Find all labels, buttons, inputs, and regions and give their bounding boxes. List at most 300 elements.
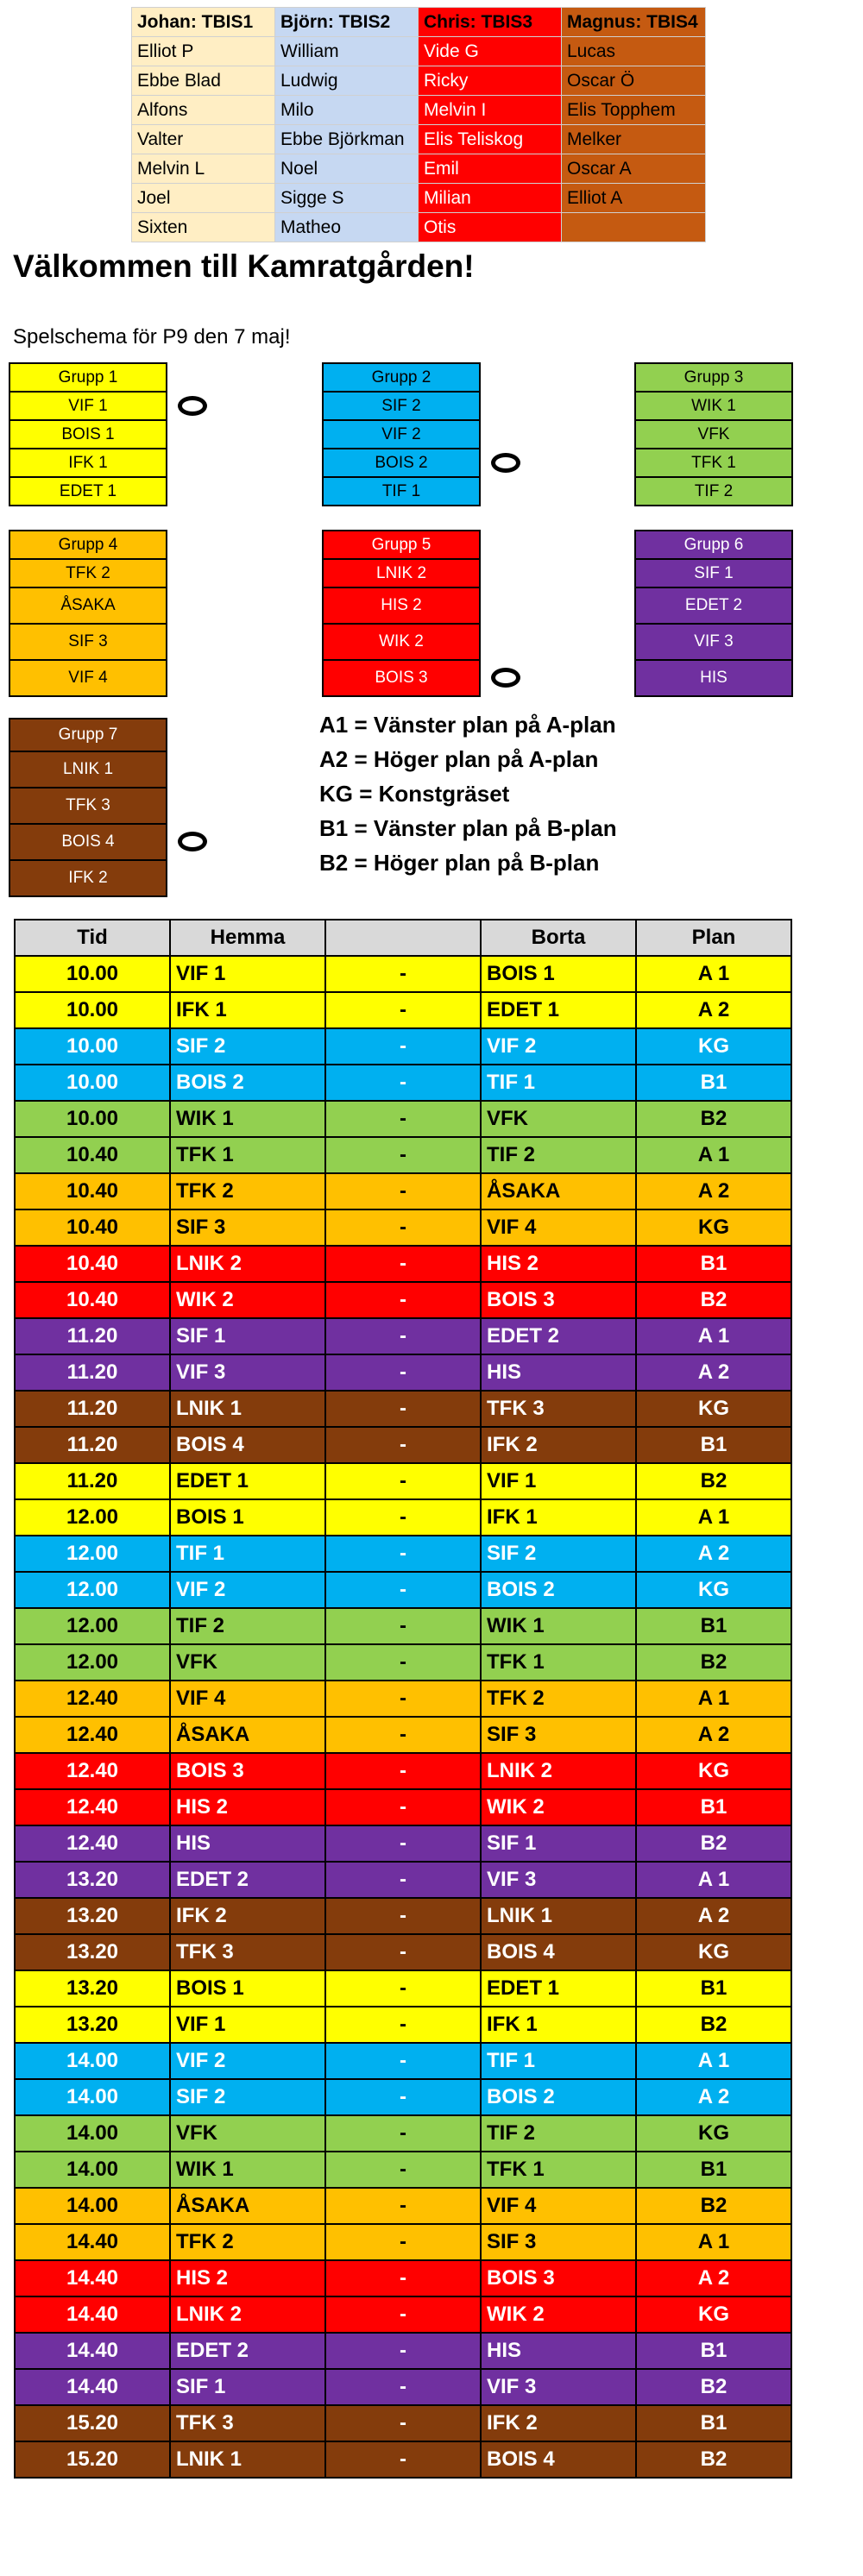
roster-player: Noel: [275, 154, 419, 184]
roster-player: Elis Teliskog: [419, 125, 562, 154]
field-plan: A 1: [636, 1137, 791, 1173]
home-team: EDET 2: [170, 1862, 325, 1898]
group-7-box: [9, 718, 167, 897]
away-team: VIF 4: [481, 1209, 636, 1246]
away-team: EDET 2: [481, 1318, 636, 1354]
home-team: VIF 4: [170, 1681, 325, 1717]
match-separator: -: [325, 1644, 481, 1681]
match-time: 14.00: [15, 2079, 170, 2115]
match-time: 14.00: [15, 2152, 170, 2188]
field-plan: B1: [636, 1246, 791, 1282]
roster-player: Emil: [419, 154, 562, 184]
schedule-row: [15, 2369, 791, 2405]
match-separator: -: [325, 1934, 481, 1970]
group-team: WIK 2: [323, 624, 480, 660]
match-schedule-table: [14, 919, 792, 2479]
match-separator: -: [325, 1789, 481, 1825]
schedule-subtitle: Spelschema för P9 den 7 maj!: [13, 325, 291, 349]
match-time: 12.00: [15, 1608, 170, 1644]
away-team: VIF 3: [481, 2369, 636, 2405]
roster-row: [132, 154, 706, 184]
circle-marker-icon: [491, 668, 520, 688]
field-plan: KG: [636, 1028, 791, 1065]
home-team: LNIK 1: [170, 2441, 325, 2478]
match-separator: -: [325, 1970, 481, 2007]
match-time: 10.00: [15, 956, 170, 992]
match-separator: -: [325, 2441, 481, 2478]
match-separator: -: [325, 2043, 481, 2079]
group-team: VFK: [635, 420, 792, 449]
legend-item: B2 = Höger plan på B-plan: [319, 850, 600, 876]
group-team: ÅSAKA: [9, 587, 167, 624]
match-separator: -: [325, 1028, 481, 1065]
field-plan: A 2: [636, 992, 791, 1028]
group-title: Grupp 7: [9, 719, 167, 751]
roster-header: Chris: TBIS3: [419, 8, 562, 37]
schedule-row: [15, 1644, 791, 1681]
roster-player: Elliot P: [132, 37, 275, 66]
away-team: TFK 2: [481, 1681, 636, 1717]
match-time: 13.20: [15, 2007, 170, 2043]
field-plan: A 1: [636, 1499, 791, 1536]
match-separator: -: [325, 1463, 481, 1499]
home-team: TFK 3: [170, 2405, 325, 2441]
group-team: VIF 4: [9, 660, 167, 696]
field-plan: KG: [636, 1934, 791, 1970]
match-time: 14.40: [15, 2369, 170, 2405]
away-team: LNIK 1: [481, 1898, 636, 1934]
roster-player: Melvin L: [132, 154, 275, 184]
field-plan: B2: [636, 2441, 791, 2478]
schedule-row: [15, 1427, 791, 1463]
roster-header: Magnus: TBIS4: [562, 8, 706, 37]
away-team: TIF 1: [481, 2043, 636, 2079]
roster-player: Vide G: [419, 37, 562, 66]
roster-body: [132, 37, 706, 242]
field-plan: B1: [636, 2333, 791, 2369]
group-title: Grupp 6: [635, 531, 792, 559]
group-team: HIS: [635, 660, 792, 696]
schedule-body: [15, 956, 791, 2478]
field-plan: B2: [636, 1825, 791, 1862]
match-time: 15.20: [15, 2405, 170, 2441]
match-time: 14.00: [15, 2115, 170, 2152]
away-team: VIF 3: [481, 1862, 636, 1898]
legend-item: A2 = Höger plan på A-plan: [319, 746, 599, 772]
home-team: WIK 2: [170, 1282, 325, 1318]
group-team: LNIK 2: [323, 559, 480, 587]
schedule-row: [15, 2043, 791, 2079]
roster-player: Alfons: [132, 96, 275, 125]
field-plan: A 2: [636, 1354, 791, 1391]
schedule-row: [15, 1536, 791, 1572]
match-separator: -: [325, 2079, 481, 2115]
group-team: TIF 1: [323, 477, 480, 506]
schedule-row: [15, 1572, 791, 1608]
away-team: IFK 2: [481, 2405, 636, 2441]
group-team: VIF 3: [635, 624, 792, 660]
home-team: TFK 3: [170, 1934, 325, 1970]
home-team: BOIS 4: [170, 1427, 325, 1463]
away-team: TFK 1: [481, 2152, 636, 2188]
page-title: Välkommen till Kamratgården!: [13, 248, 475, 284]
match-separator: -: [325, 1246, 481, 1282]
schedule-row: [15, 2007, 791, 2043]
home-team: IFK 2: [170, 1898, 325, 1934]
away-team: BOIS 1: [481, 956, 636, 992]
roster-table: [131, 7, 706, 242]
match-time: 11.20: [15, 1463, 170, 1499]
group-team: HIS 2: [323, 587, 480, 624]
roster-player: Oscar A: [562, 154, 706, 184]
schedule-header-tid: Tid: [15, 920, 170, 956]
roster-player: Joel: [132, 184, 275, 213]
home-team: BOIS 3: [170, 1753, 325, 1789]
field-plan: B1: [636, 2152, 791, 2188]
away-team: WIK 2: [481, 1789, 636, 1825]
group-4-box: [9, 530, 167, 697]
group-team: SIF 2: [323, 392, 480, 420]
away-team: VFK: [481, 1101, 636, 1137]
roster-player: Sixten: [132, 213, 275, 242]
home-team: IFK 1: [170, 992, 325, 1028]
match-separator: -: [325, 1209, 481, 1246]
schedule-row: [15, 1137, 791, 1173]
roster-player: Ricky: [419, 66, 562, 96]
away-team: HIS 2: [481, 1246, 636, 1282]
group-team: BOIS 3: [323, 660, 480, 696]
match-time: 10.40: [15, 1246, 170, 1282]
field-plan: A 1: [636, 2043, 791, 2079]
away-team: BOIS 2: [481, 1572, 636, 1608]
match-time: 10.40: [15, 1209, 170, 1246]
match-time: 12.40: [15, 1681, 170, 1717]
home-team: BOIS 1: [170, 1499, 325, 1536]
away-team: SIF 1: [481, 1825, 636, 1862]
home-team: SIF 1: [170, 2369, 325, 2405]
group-5-box: [322, 530, 481, 697]
home-team: BOIS 2: [170, 1065, 325, 1101]
match-time: 12.00: [15, 1536, 170, 1572]
away-team: LNIK 2: [481, 1753, 636, 1789]
group-team: SIF 1: [635, 559, 792, 587]
home-team: HIS 2: [170, 1789, 325, 1825]
roster-row: [132, 213, 706, 242]
group-team: TIF 2: [635, 477, 792, 506]
schedule-row: [15, 2441, 791, 2478]
schedule-row: [15, 1209, 791, 1246]
match-time: 10.40: [15, 1282, 170, 1318]
schedule-row: [15, 2115, 791, 2152]
group-team: SIF 3: [9, 624, 167, 660]
roster-row: [132, 37, 706, 66]
roster-player: Matheo: [275, 213, 419, 242]
match-time: 10.00: [15, 1101, 170, 1137]
schedule-header-away: Borta: [481, 920, 636, 956]
roster-player: Ebbe Björkman: [275, 125, 419, 154]
roster-player: Otis: [419, 213, 562, 242]
roster-player: Ebbe Blad: [132, 66, 275, 96]
roster-player: Valter: [132, 125, 275, 154]
roster-player: Sigge S: [275, 184, 419, 213]
roster-header-row: [132, 8, 706, 37]
legend-item: B1 = Vänster plan på B-plan: [319, 815, 617, 841]
home-team: EDET 1: [170, 1463, 325, 1499]
home-team: HIS: [170, 1825, 325, 1862]
field-plan: KG: [636, 1209, 791, 1246]
home-team: EDET 2: [170, 2333, 325, 2369]
schedule-row: [15, 1463, 791, 1499]
away-team: WIK 2: [481, 2296, 636, 2333]
match-time: 11.20: [15, 1391, 170, 1427]
schedule-row: [15, 2079, 791, 2115]
match-time: 12.00: [15, 1572, 170, 1608]
match-separator: -: [325, 1101, 481, 1137]
away-team: IFK 2: [481, 1427, 636, 1463]
home-team: TFK 2: [170, 1173, 325, 1209]
match-separator: -: [325, 2115, 481, 2152]
group-title: Grupp 2: [323, 363, 480, 392]
match-time: 14.40: [15, 2224, 170, 2260]
home-team: VIF 3: [170, 1354, 325, 1391]
match-separator: -: [325, 1282, 481, 1318]
match-time: 14.00: [15, 2043, 170, 2079]
match-time: 11.20: [15, 1318, 170, 1354]
away-team: SIF 2: [481, 1536, 636, 1572]
match-separator: -: [325, 1391, 481, 1427]
match-separator: -: [325, 1318, 481, 1354]
circle-marker-icon: [178, 396, 207, 416]
schedule-row: [15, 2152, 791, 2188]
match-time: 13.20: [15, 1898, 170, 1934]
field-plan: KG: [636, 2296, 791, 2333]
schedule-row: [15, 1391, 791, 1427]
home-team: VFK: [170, 1644, 325, 1681]
schedule-row: [15, 1934, 791, 1970]
roster-player: William: [275, 37, 419, 66]
home-team: VIF 2: [170, 2043, 325, 2079]
group-title: Grupp 1: [9, 363, 167, 392]
field-plan: A 1: [636, 956, 791, 992]
roster-player: [562, 213, 706, 242]
match-time: 11.20: [15, 1354, 170, 1391]
schedule-row: [15, 1246, 791, 1282]
roster-player: Melker: [562, 125, 706, 154]
circle-marker-icon: [178, 832, 207, 851]
away-team: VIF 4: [481, 2188, 636, 2224]
schedule-row: [15, 1717, 791, 1753]
group-2-box: [322, 362, 481, 506]
match-separator: -: [325, 1137, 481, 1173]
roster-player: Melvin I: [419, 96, 562, 125]
group-team: IFK 1: [9, 449, 167, 477]
legend-item: A1 = Vänster plan på A-plan: [319, 712, 616, 738]
group-team: VIF 2: [323, 420, 480, 449]
circle-marker-icon: [491, 453, 520, 473]
schedule-row: [15, 2224, 791, 2260]
match-time: 12.40: [15, 1753, 170, 1789]
field-plan: B2: [636, 2188, 791, 2224]
away-team: WIK 1: [481, 1608, 636, 1644]
field-plan: B2: [636, 2007, 791, 2043]
schedule-row: [15, 2188, 791, 2224]
schedule-header-home: Hemma: [170, 920, 325, 956]
away-team: EDET 1: [481, 1970, 636, 2007]
roster-player: Oscar Ö: [562, 66, 706, 96]
match-separator: -: [325, 2260, 481, 2296]
home-team: VIF 2: [170, 1572, 325, 1608]
away-team: EDET 1: [481, 992, 636, 1028]
field-plan: KG: [636, 1391, 791, 1427]
match-separator: -: [325, 1499, 481, 1536]
field-plan: B2: [636, 2369, 791, 2405]
match-time: 10.40: [15, 1173, 170, 1209]
group-team: BOIS 1: [9, 420, 167, 449]
away-team: VIF 1: [481, 1463, 636, 1499]
schedule-header-row: [15, 920, 791, 956]
away-team: TFK 1: [481, 1644, 636, 1681]
field-plan: B1: [636, 1970, 791, 2007]
field-plan: B2: [636, 1101, 791, 1137]
group-team: TFK 2: [9, 559, 167, 587]
away-team: IFK 1: [481, 2007, 636, 2043]
group-team: TFK 3: [9, 788, 167, 824]
roster-row: [132, 125, 706, 154]
roster-player: Elliot A: [562, 184, 706, 213]
roster-header: Björn: TBIS2: [275, 8, 419, 37]
match-separator: -: [325, 1681, 481, 1717]
home-team: SIF 3: [170, 1209, 325, 1246]
schedule-row: [15, 1753, 791, 1789]
match-time: 14.40: [15, 2260, 170, 2296]
roster-player: Lucas: [562, 37, 706, 66]
schedule-row: [15, 1681, 791, 1717]
away-team: BOIS 3: [481, 1282, 636, 1318]
away-team: BOIS 2: [481, 2079, 636, 2115]
schedule-row: [15, 2333, 791, 2369]
match-time: 10.00: [15, 1065, 170, 1101]
roster-header: Johan: TBIS1: [132, 8, 275, 37]
home-team: BOIS 1: [170, 1970, 325, 2007]
field-plan: A 2: [636, 1536, 791, 1572]
match-separator: -: [325, 1065, 481, 1101]
field-plan: B1: [636, 1789, 791, 1825]
schedule-row: [15, 1608, 791, 1644]
home-team: ÅSAKA: [170, 1717, 325, 1753]
away-team: TIF 2: [481, 1137, 636, 1173]
field-plan: A 1: [636, 1681, 791, 1717]
match-separator: -: [325, 1898, 481, 1934]
match-time: 10.00: [15, 992, 170, 1028]
home-team: SIF 1: [170, 1318, 325, 1354]
field-plan: B2: [636, 1282, 791, 1318]
away-team: BOIS 4: [481, 1934, 636, 1970]
group-team: BOIS 2: [323, 449, 480, 477]
field-plan: A 2: [636, 2260, 791, 2296]
group-team: BOIS 4: [9, 824, 167, 860]
home-team: TFK 2: [170, 2224, 325, 2260]
schedule-row: [15, 1789, 791, 1825]
match-time: 12.40: [15, 1717, 170, 1753]
field-plan: B1: [636, 1427, 791, 1463]
away-team: TIF 2: [481, 2115, 636, 2152]
schedule-header-plan: Plan: [636, 920, 791, 956]
away-team: IFK 1: [481, 1499, 636, 1536]
match-separator: -: [325, 1717, 481, 1753]
field-plan: A 2: [636, 1717, 791, 1753]
match-separator: -: [325, 2369, 481, 2405]
field-plan: A 2: [636, 1898, 791, 1934]
home-team: LNIK 2: [170, 2296, 325, 2333]
match-separator: -: [325, 1572, 481, 1608]
schedule-row: [15, 2296, 791, 2333]
schedule-row: [15, 1825, 791, 1862]
match-separator: -: [325, 1608, 481, 1644]
schedule-row: [15, 1173, 791, 1209]
home-team: TIF 2: [170, 1608, 325, 1644]
home-team: VIF 1: [170, 956, 325, 992]
away-team: SIF 3: [481, 2224, 636, 2260]
match-separator: -: [325, 2224, 481, 2260]
match-separator: -: [325, 1825, 481, 1862]
match-separator: -: [325, 1862, 481, 1898]
match-time: 14.40: [15, 2333, 170, 2369]
roster-player: Milian: [419, 184, 562, 213]
group-team: IFK 2: [9, 860, 167, 896]
schedule-row: [15, 1318, 791, 1354]
group-team: WIK 1: [635, 392, 792, 420]
legend-item: KG = Konstgräset: [319, 781, 510, 807]
match-time: 12.40: [15, 1789, 170, 1825]
match-separator: -: [325, 2007, 481, 2043]
roster-player: Ludwig: [275, 66, 419, 96]
roster-row: [132, 96, 706, 125]
match-time: 12.00: [15, 1499, 170, 1536]
group-3-box: [634, 362, 793, 506]
group-title: Grupp 4: [9, 531, 167, 559]
field-plan: B1: [636, 2405, 791, 2441]
schedule-row: [15, 1354, 791, 1391]
match-separator: -: [325, 2152, 481, 2188]
schedule-row: [15, 2405, 791, 2441]
field-plan: KG: [636, 2115, 791, 2152]
schedule-row: [15, 1282, 791, 1318]
match-time: 13.20: [15, 1934, 170, 1970]
match-time: 13.20: [15, 1862, 170, 1898]
match-separator: -: [325, 992, 481, 1028]
match-time: 14.00: [15, 2188, 170, 2224]
field-plan: B1: [636, 1065, 791, 1101]
home-team: VIF 1: [170, 2007, 325, 2043]
home-team: HIS 2: [170, 2260, 325, 2296]
away-team: ÅSAKA: [481, 1173, 636, 1209]
group-team: EDET 2: [635, 587, 792, 624]
away-team: BOIS 4: [481, 2441, 636, 2478]
away-team: TFK 3: [481, 1391, 636, 1427]
roster-row: [132, 66, 706, 96]
schedule-row: [15, 1028, 791, 1065]
field-legend: [319, 707, 617, 880]
match-time: 10.00: [15, 1028, 170, 1065]
group-team: VIF 1: [9, 392, 167, 420]
away-team: HIS: [481, 2333, 636, 2369]
field-plan: A 1: [636, 1862, 791, 1898]
group-team: EDET 1: [9, 477, 167, 506]
schedule-row: [15, 1101, 791, 1137]
field-plan: B2: [636, 1644, 791, 1681]
home-team: VFK: [170, 2115, 325, 2152]
group-6-box: [634, 530, 793, 697]
